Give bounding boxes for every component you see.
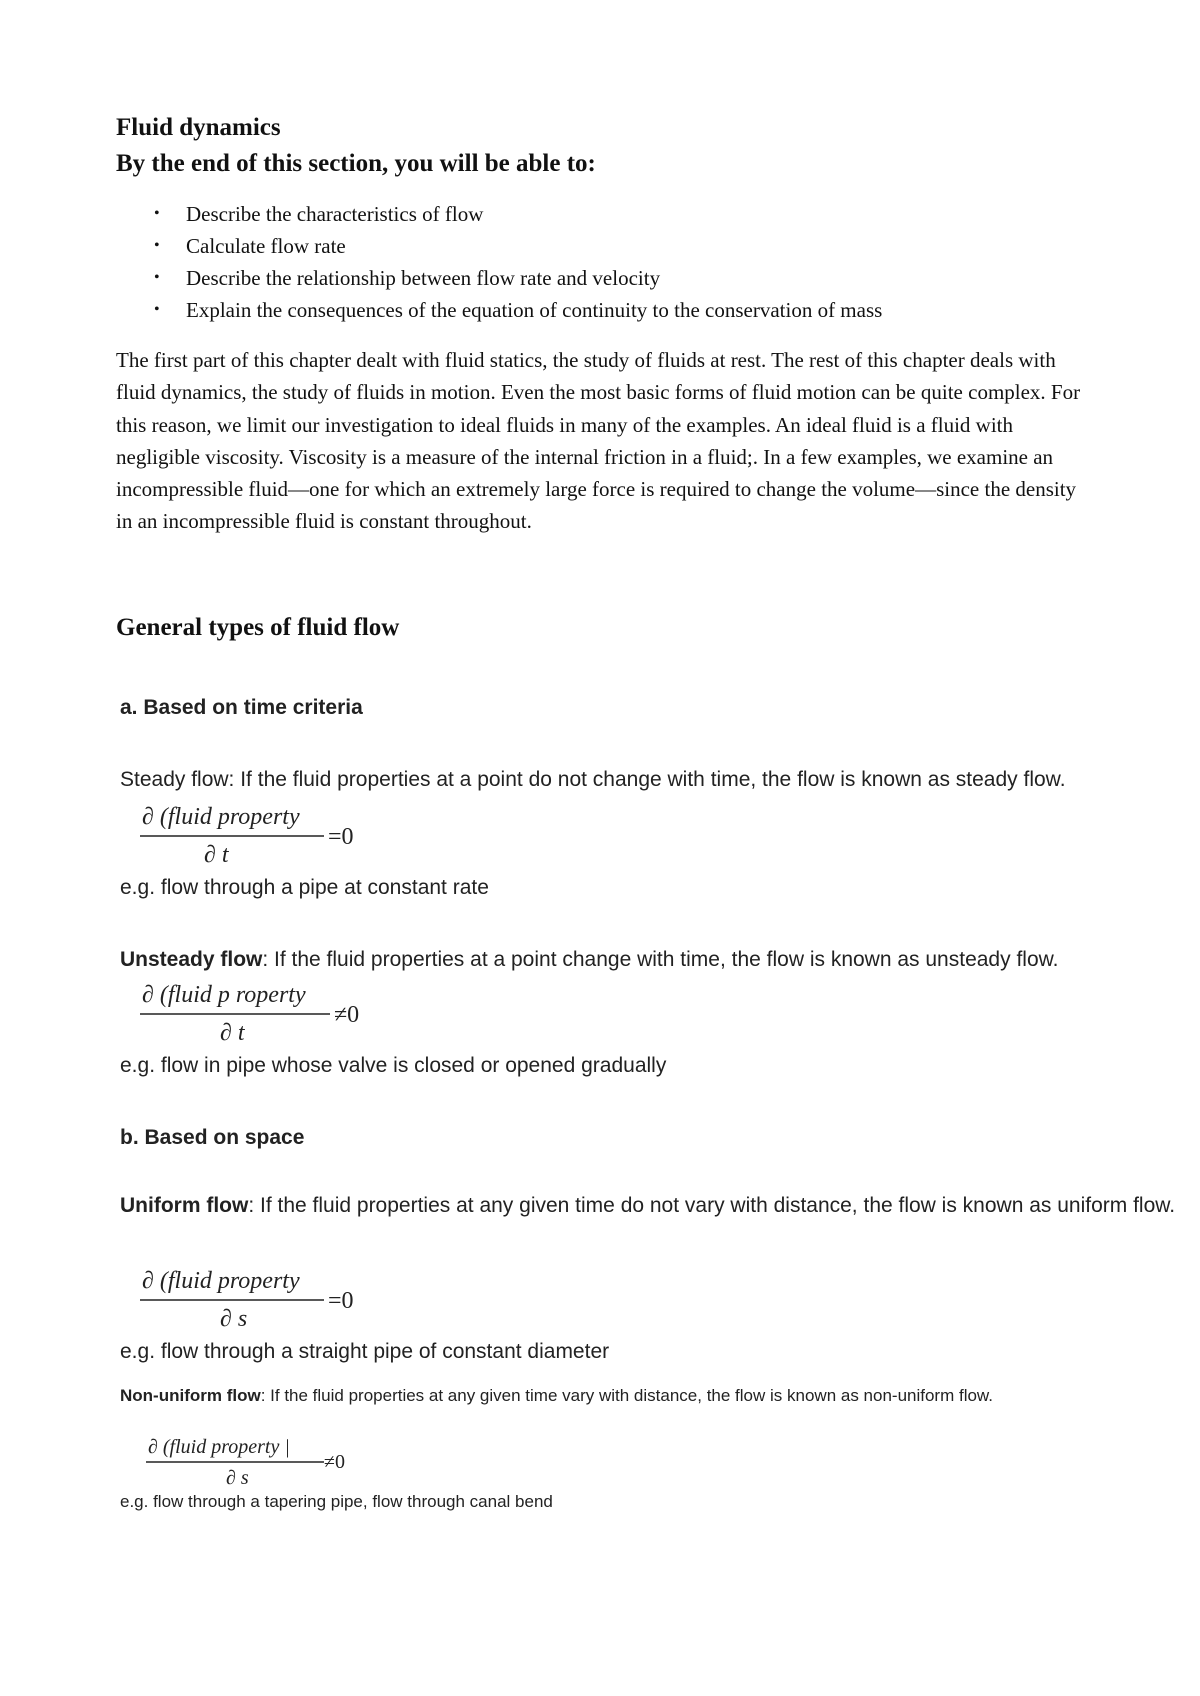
formula-denominator: ∂ s [220, 1306, 248, 1332]
unsteady-flow-example: e.g. flow in pipe whose valve is closed or opened gradually [120, 1054, 667, 1077]
nonuniform-flow-term: Non-uniform flow [120, 1386, 261, 1405]
formula-denominator: ∂ t [220, 1020, 245, 1046]
formula-relation: =0 [328, 824, 354, 850]
formula-denominator: ∂ s [226, 1467, 249, 1489]
uniform-flow-definition: Uniform flow: If the fluid properties at any given time do not vary with distance, the flow is known as uniform flow. [120, 1194, 1176, 1217]
formula-numerator: ∂ (fluid property | [148, 1436, 290, 1458]
steady-flow-definition: Steady flow: If the fluid properties at a point do not change with time, the flow is known as steady flow. [120, 768, 1066, 791]
list-item: • Calculate flow rate [150, 230, 882, 262]
list-item: • Explain the consequences of the equation of continuity to the conservation of mass [150, 294, 882, 326]
general-types-heading: General types of fluid flow [116, 614, 400, 641]
bullet-icon: • [154, 269, 160, 286]
list-item: • Describe the relationship between flow rate and velocity [150, 262, 882, 294]
intro-paragraph: The first part of this chapter dealt with fluid statics, the study of fluids at rest. The rest of this chapter deals with fluid dynamics, the study of fluids in motion. Even the most basic forms of fluid motion can be quite complex. For this reason, we limit our investigation to ideal fluids in many of the examples. An ideal fluid is a fluid with negligible viscosity. Viscosity is a measure of the internal friction in a fluid;. In a few examples, we examine an incompressible fluid—one for which an extremely large force is required to change the volume—since the density in an incompressible fluid is constant throughout. [116, 348, 1081, 534]
page-title: Fluid dynamics [116, 114, 281, 141]
bullet-icon: • [154, 237, 160, 254]
nonuniform-flow-definition: Non-uniform flow: If the fluid properties at any given time vary with distance, the flow is known as non-uniform flow. [120, 1386, 993, 1405]
nonuniform-flow-example: e.g. flow through a tapering pipe, flow through canal bend [120, 1492, 553, 1511]
formula-relation: ≠0 [324, 1451, 345, 1473]
nonuniform-flow-formula [144, 1432, 384, 1495]
formula-numerator: ∂ (fluid p roperty [142, 982, 306, 1008]
steady-flow-formula [138, 798, 398, 875]
objectives-list [150, 198, 882, 326]
uniform-flow-formula [138, 1262, 398, 1339]
unsteady-flow-formula [138, 976, 398, 1053]
list-item: • Describe the characteristics of flow [150, 198, 882, 230]
uniform-flow-term: Uniform flow [120, 1194, 249, 1217]
unsteady-flow-term: Unsteady flow [120, 948, 263, 971]
formula-numerator: ∂ (fluid property [142, 1268, 300, 1294]
space-heading: b. Based on space [120, 1126, 305, 1149]
bullet-icon: • [154, 205, 160, 222]
section-subtitle: By the end of this section, you will be able to: [116, 150, 596, 177]
formula-numerator: ∂ (fluid property [142, 804, 300, 830]
formula-relation: =0 [328, 1288, 354, 1314]
formula-denominator: ∂ t [204, 842, 229, 868]
formula-relation: ≠0 [334, 1002, 360, 1028]
bullet-icon: • [154, 301, 160, 318]
steady-flow-example: e.g. flow through a pipe at constant rate [120, 876, 489, 899]
time-criteria-heading: a. Based on time criteria [120, 696, 363, 719]
uniform-flow-example: e.g. flow through a straight pipe of constant diameter [120, 1340, 610, 1363]
unsteady-flow-definition: Unsteady flow: If the fluid properties at a point change with time, the flow is known as unsteady flow. [120, 948, 1059, 971]
